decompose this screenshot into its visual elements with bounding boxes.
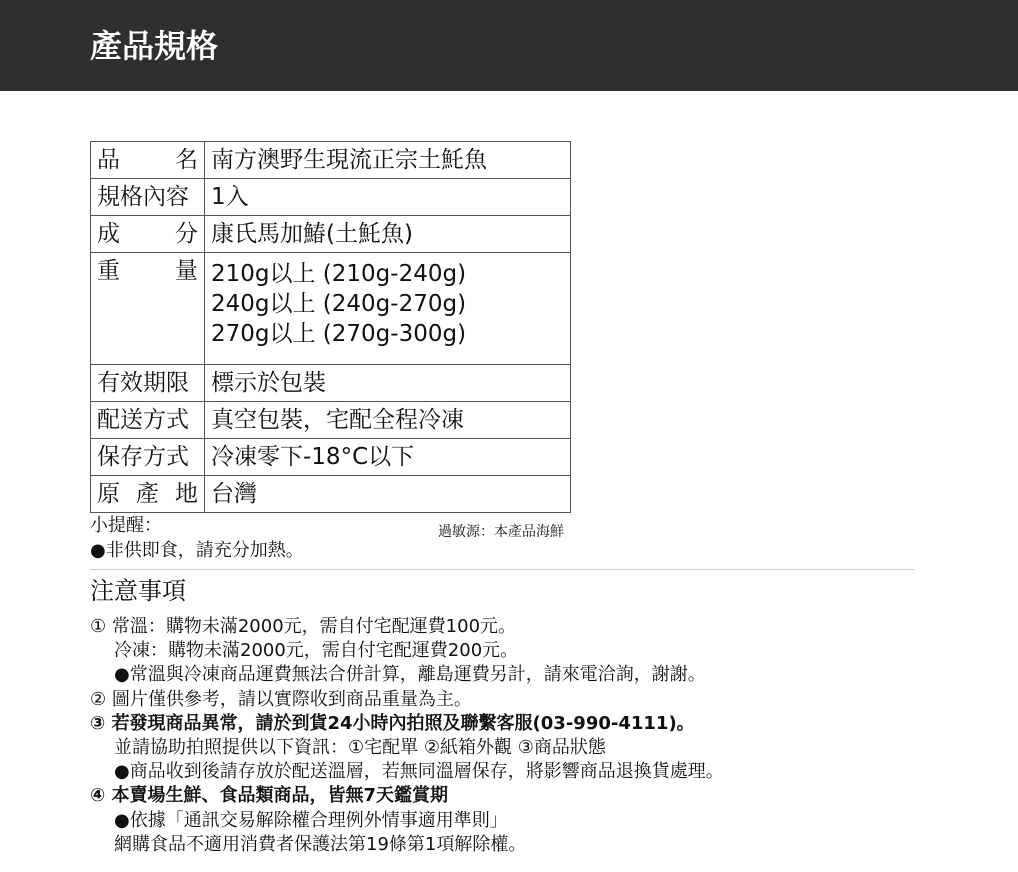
- ingredient-value: 康氏馬加鰆(土魠魚): [205, 216, 571, 253]
- weight-option: 240g以上 (240g-270g): [211, 291, 467, 317]
- tips-title: 小提醒：: [90, 515, 162, 536]
- notice-line: ●商品收到後請存放於配送溫層，若無同溫層保存，將影響商品退換貨處理。: [114, 761, 724, 783]
- weight-option: 270g以上 (270g-300g): [211, 321, 467, 347]
- notice-list: [90, 615, 990, 857]
- storage-label: 保存方式: [91, 439, 205, 476]
- table-row: [91, 216, 571, 253]
- header-bar: [0, 0, 1018, 91]
- delivery-value: 真空包裝，宅配全程冷凍: [205, 402, 571, 439]
- weight-value: [205, 253, 571, 365]
- notice-line: ③ 若發現商品異常，請於到貨24小時內拍照及聯繫客服(03-990-4111)。: [90, 712, 695, 734]
- tips-line: ●非供即食，請充分加熱。: [90, 540, 304, 561]
- content-value: 1入: [205, 179, 571, 216]
- divider: [90, 569, 914, 570]
- table-row: [91, 402, 571, 439]
- spec-table: [90, 141, 571, 513]
- notice-line: ●常溫與冷凍商品運費無法合併計算，離島運費另計，請來電洽詢，謝謝。: [114, 664, 706, 686]
- notice-title: 注意事項: [90, 577, 186, 605]
- expiry-label: 有效期限: [91, 365, 205, 402]
- page-title: 產品規格: [90, 27, 219, 65]
- origin-value: 台灣: [205, 476, 571, 513]
- notice-line: ② 圖片僅供參考，請以實際收到商品重量為主。: [90, 688, 472, 710]
- table-row: [91, 253, 571, 365]
- storage-value: 冷凍零下-18°C以下: [205, 439, 571, 476]
- notice-line: 並請協助拍照提供以下資訊：①宅配單 ②紙箱外觀 ③商品狀態: [114, 737, 606, 759]
- weight-option: 210g以上 (210g-240g): [211, 261, 467, 287]
- expiry-value: 標示於包裝: [205, 365, 571, 402]
- notice-line: ●依據「通訊交易解除權合理例外情事適用準則」: [114, 809, 508, 831]
- table-row: [91, 439, 571, 476]
- weight-label: 重 量: [91, 253, 205, 365]
- table-row: [91, 365, 571, 402]
- origin-label: 原 產 地: [91, 476, 205, 513]
- delivery-label: 配送方式: [91, 402, 205, 439]
- ingredient-label: 成 分: [91, 216, 205, 253]
- table-row: [91, 179, 571, 216]
- name-label: 品 名: [91, 142, 205, 179]
- notice-line: 冷凍：購物未滿2000元，需自付宅配運費200元。: [114, 640, 519, 662]
- name-value: 南方澳野生現流正宗土魠魚: [205, 142, 571, 179]
- notice-line: ① 常溫：購物未滿2000元，需自付宅配運費100元。: [90, 616, 517, 637]
- table-row: [91, 142, 571, 179]
- notice-line: ④ 本賣場生鮮、食品類商品，皆無7天鑑賞期: [90, 785, 449, 807]
- content-label: 規格內容: [91, 179, 205, 216]
- allergen-note: 過敏源：本產品海鮮: [438, 524, 564, 540]
- table-row: [91, 476, 571, 513]
- notice-line: 網購食品不適用消費者保護法第19條第1項解除權。: [114, 833, 527, 855]
